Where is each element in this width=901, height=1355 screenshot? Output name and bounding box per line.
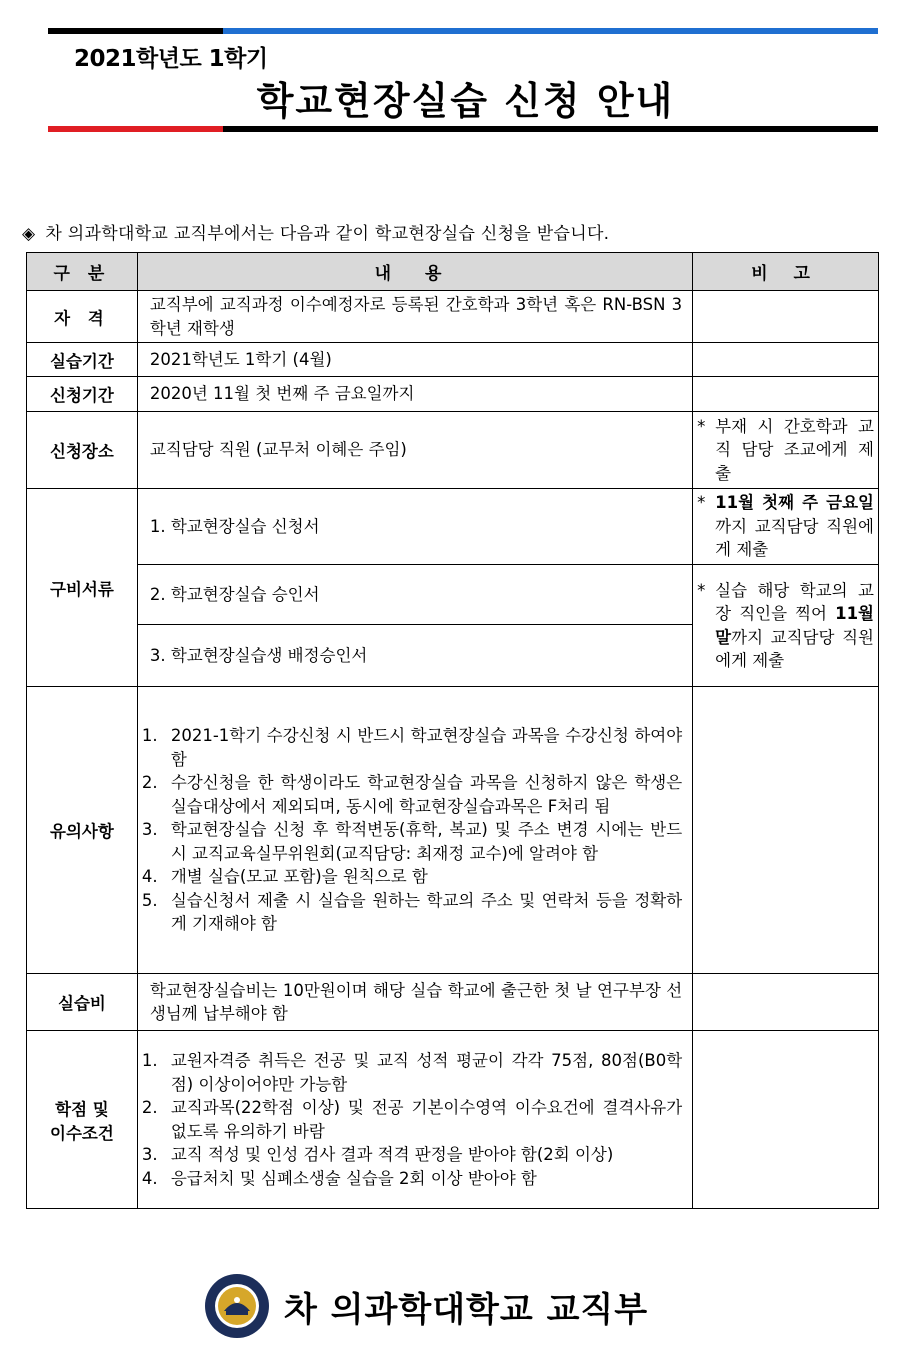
intro-line: [22, 219, 609, 244]
header-content: 내 용: [137, 253, 692, 291]
row-apply-period: [27, 377, 879, 412]
cha-university-seal-icon: [204, 1273, 270, 1339]
cautions-list: [142, 724, 682, 936]
note-deadline-bold: 11월 첫째 주 금요일: [715, 493, 874, 513]
row-cautions: [27, 687, 879, 974]
note-documents-1-text: 까지 교직담당 직원에게 제출: [715, 516, 874, 560]
info-table: [26, 252, 879, 1209]
asterisk-icon: *: [697, 493, 706, 513]
note-place-text: 부재 시 간호학과 교직 담당 조교에게 제출: [715, 416, 874, 483]
remarks-apply-period: [693, 377, 879, 412]
document-item-2: 2. 학교현장실습 승인서: [137, 565, 692, 625]
row-fee: [27, 974, 879, 1031]
document-item-1: 1. 학교현장실습 신청서: [137, 489, 692, 565]
list-item: 5. 실습신청서 제출 시 실습을 원하는 학교의 주소 및 연락처 등을 정확하게 기재해야 함: [141, 890, 683, 934]
note-documents-1: [697, 491, 874, 562]
label-documents: 구비서류: [27, 489, 138, 687]
content-cautions: [137, 687, 692, 974]
remarks-documents-2: [693, 565, 879, 687]
note-documents-2-rest: 까지 교직담당 직원에게 제출: [715, 627, 874, 670]
bottom-bar-black-segment: [223, 126, 878, 132]
document-item-3: 3. 학교현장실습생 배정승인서: [137, 625, 692, 687]
label-place: 신청장소: [27, 412, 138, 489]
document-title: 학교현장실습 신청 안내: [256, 79, 675, 123]
top-bar-black-segment: [48, 28, 223, 34]
asterisk-icon: *: [697, 580, 706, 600]
note-documents-2-pre: 실습 해당 학교의 교장 직인을 찍어: [715, 580, 874, 623]
content-place: 교직담당 직원 (교무처 이혜은 주임): [137, 412, 692, 489]
asterisk-icon: *: [697, 416, 706, 436]
remarks-documents-1: [693, 489, 879, 565]
note-documents-2: [697, 579, 874, 673]
label-credits-line2: 이수조건: [50, 1123, 114, 1143]
remarks-period: [693, 343, 879, 377]
footer: [204, 1273, 648, 1339]
document-subtitle: 2021학년도 1학기: [74, 46, 268, 72]
row-credits: [27, 1031, 879, 1209]
row-documents-2: [27, 565, 879, 625]
credits-list: [142, 1049, 682, 1190]
header-bottom-bar: [48, 126, 878, 132]
content-apply-period: 2020년 11월 첫 번째 주 금요일까지: [137, 377, 692, 412]
top-bar-blue-segment: [223, 28, 878, 34]
header-top-bar: [48, 28, 878, 34]
header-category: 구 분: [27, 253, 138, 291]
content-fee: 학교현장실습비는 10만원이며 해당 실습 학교에 출근한 첫 날 연구부장 선생님께 납부해야 함: [137, 974, 692, 1031]
diamond-bullet-icon: ◈: [22, 224, 36, 244]
list-item: 4. 응급처치 및 심폐소생술 실습을 2회 이상 받아야 함: [141, 1168, 537, 1188]
remarks-fee: [693, 974, 879, 1031]
label-fee: 실습비: [27, 974, 138, 1031]
note-end-month-bold: 11월 말: [715, 604, 874, 647]
content-period: 2021학년도 1학기 (4월): [137, 343, 692, 377]
list-item: 2. 교직과목(22학점 이상) 및 전공 기본이수영역 이수요건에 결격사유가 없도록 유의하기 바람: [141, 1098, 683, 1141]
remarks-place: [693, 412, 879, 489]
content-credits: [137, 1031, 692, 1209]
bottom-bar-red-segment: [48, 126, 223, 132]
content-qualification: 교직부에 교직과정 이수예정자로 등록된 간호학과 3학년 혹은 RN-BSN 3학년 재학생: [137, 291, 692, 343]
remarks-qualification: [693, 291, 879, 343]
label-apply-period: 신청기간: [27, 377, 138, 412]
list-item: 3. 교직 적성 및 인성 검사 결과 적격 판정을 받아야 함(2회 이상): [141, 1145, 614, 1164]
remarks-credits: [693, 1031, 879, 1209]
label-qualification: 자 격: [27, 291, 138, 343]
label-credits: [27, 1031, 138, 1209]
row-place: [27, 412, 879, 489]
row-period: [27, 343, 879, 377]
list-item: 2. 수강신청을 한 학생이라도 학교현장실습 과목을 신청하지 않은 학생은 실습대상에서 제외되며, 동시에 학교현장실습과목은 F처리 됨: [141, 773, 683, 816]
label-cautions: 유의사항: [27, 687, 138, 974]
note-place: [697, 415, 874, 486]
label-credits-line1: 학점 및: [55, 1099, 109, 1119]
row-qualification: [27, 291, 879, 343]
list-item: 1. 2021-1학기 수강신청 시 반드시 학교현장실습 과목을 수강신청 하여야 함: [141, 726, 683, 769]
label-period: 실습기간: [27, 343, 138, 377]
list-item: 4. 개별 실습(모교 포함)을 원칙으로 함: [141, 867, 428, 887]
intro-text: 차 의과학대학교 교직부에서는 다음과 같이 학교현장실습 신청을 받습니다.: [45, 224, 610, 244]
list-item: 3. 학교현장실습 신청 후 학적변동(휴학, 복교) 및 주소 변경 시에는 반드시 교직교육실무위원회(교직담당: 최재정 교수)에 알려야 함: [141, 820, 683, 863]
remarks-cautions: [693, 687, 879, 974]
row-documents-1: [27, 489, 879, 565]
header-remarks: 비 고: [693, 253, 879, 291]
table-header-row: [27, 253, 879, 291]
list-item: 1. 교원자격증 취득은 전공 및 교직 성적 평균이 각각 75점, 80점(B0학점) 이상이어야만 가능함: [141, 1051, 683, 1094]
footer-organization-name: 차 의과학대학교 교직부: [284, 1289, 649, 1330]
